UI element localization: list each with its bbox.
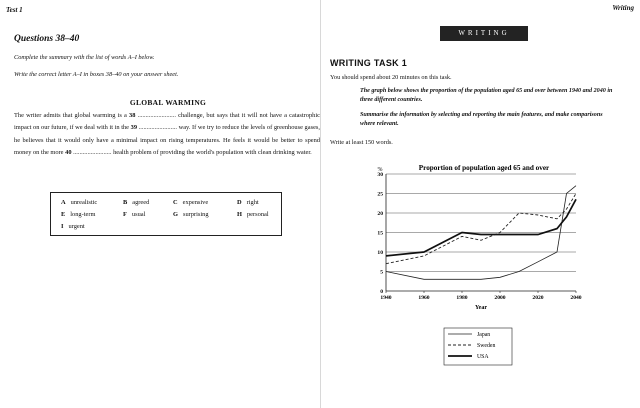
question-39-number: 39 [130,124,138,132]
summary-title: GLOBAL WARMING [129,98,207,107]
time-instruction: You should spend about 20 minutes on this task. [330,74,452,81]
y-tick-label: 0 [380,289,383,295]
word-count-instruction: Write at least 150 words. [330,139,393,146]
word-option: C expensive [173,199,209,206]
x-tick-label: 2020 [532,295,544,301]
writing-section-badge: WRITING [440,26,528,41]
summary-text-3: way. If we try to reduce the levels of greenhouse gases, he believes that it would only have a minimal impact on rising temperatures. He feels it would be better to spend money on the more [14,124,320,157]
y-axis-label: % [377,167,383,173]
question-40-blank: ........................ [71,149,114,157]
task-instruction: Summarise the information by selecting and reporting the main features, and make comparisons where relevant. [360,112,603,127]
x-tick-label: 1980 [456,295,468,301]
word-option: I urgent [61,223,85,230]
instruction-1: Complete the summary with the list of words A–I below. [14,54,155,61]
running-header-right: Writing [612,4,634,12]
y-tick-label: 15 [377,230,383,237]
task-title: WRITING TASK 1 [330,58,408,68]
word-option: F usual [123,211,146,218]
question-40-number: 40 [65,149,72,157]
x-tick-label: 2000 [494,295,506,301]
word-option: E long-term [61,211,96,218]
legend-label: Japan [477,332,491,338]
x-axis-label: Year [475,305,487,311]
running-header-left: Test 1 [6,6,23,14]
instruction-2: Write the correct letter A–I in boxes 38–40 on your answer sheet. [14,71,179,78]
summary-text-1: The writer admits that global warming is a [14,112,130,119]
y-tick-label: 20 [377,211,383,217]
x-tick-label: 2040 [570,295,582,301]
x-tick-label: 1960 [418,295,430,301]
summary-text-4: health problem of providing the world's population with clean drinking water. [113,149,312,157]
legend-label: Sweden [477,343,496,349]
word-option: A unrealistic [61,199,98,206]
right-page [322,0,640,408]
question-39-blank: ........................ [137,124,179,132]
word-option: D right [237,199,259,206]
task-prompt: The graph below shows the proportion of the population aged 65 and over between 1940 and 2040 in three different countries. [360,88,613,103]
y-tick-label: 5 [380,269,383,276]
questions-title: Questions 38–40 [14,34,80,44]
y-tick-label: 25 [377,191,383,198]
legend-label: USA [477,354,489,360]
word-option: B agreed [123,199,150,206]
question-38-number: 38 [129,112,136,119]
chart-title: Proportion of population aged 65 and over [418,164,550,172]
word-list-box [50,192,282,236]
x-tick-label: 1940 [380,295,392,301]
y-tick-label: 30 [377,172,383,178]
summary-paragraph [14,110,320,160]
summary-text-2: challenge, but says that it will not have a catastrophic impact on our future, if we deal with it in the [14,112,320,132]
line-chart [366,160,626,400]
word-option: G surprising [173,211,209,218]
y-tick-label: 10 [377,250,383,256]
word-option: H personal [237,211,269,218]
series-line-usa [386,199,576,256]
question-38-blank: ........................ [135,112,179,119]
